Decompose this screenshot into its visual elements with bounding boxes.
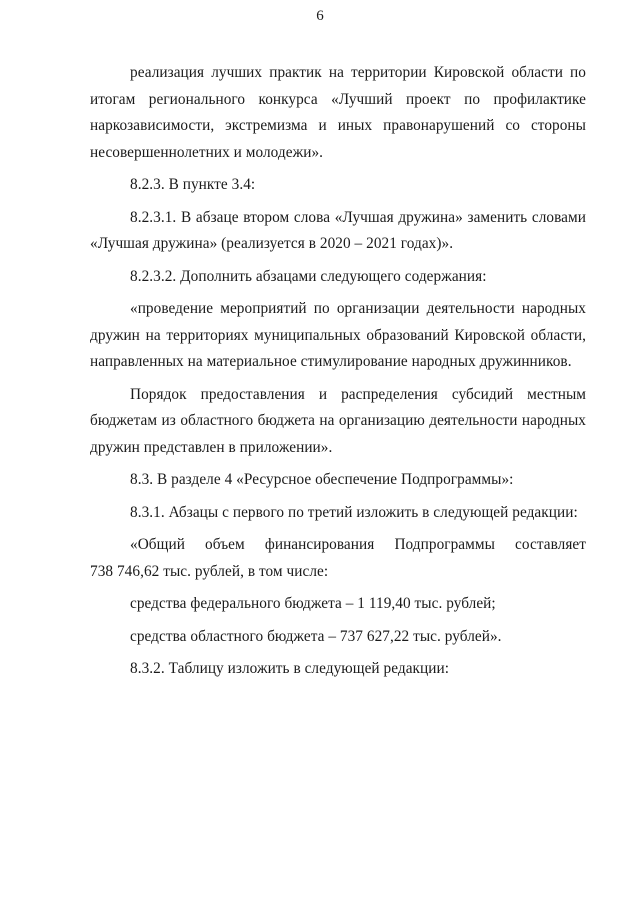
paragraph-regional-budget — [90, 624, 586, 651]
text-line: 738 746,62 тыс. рублей, в том числе: — [90, 562, 329, 580]
paragraph-druzhina-events — [90, 296, 586, 376]
text-line: 8.2.3. В пункте 3.4: — [130, 176, 256, 193]
text-line: реализация лучших практик на территории Кировской области по — [130, 64, 586, 81]
text-line: направленных на материальное стимулирование народных дружинников. — [90, 353, 572, 370]
paragraph-federal-budget — [90, 591, 586, 618]
text-line: несовершеннолетних и молодежи». — [90, 143, 324, 161]
text-line: «Общий объем финансирования Подпрограммы составляет — [130, 536, 586, 553]
paragraph-8-3-2 — [90, 656, 586, 683]
text-line: 8.3. В разделе 4 «Ресурсное обеспечение Подпрограммы»: — [130, 471, 514, 488]
paragraph-total-financing — [90, 532, 586, 585]
paragraph-8-3-1 — [90, 500, 586, 527]
paragraph-8-2-3-1 — [90, 205, 586, 258]
text-line: «проведение мероприятий по организации деятельности народных — [130, 300, 586, 317]
text-line: 8.3.2. Таблицу изложить в следующей редакции: — [130, 660, 450, 677]
text-line: 8.3.1. Абзацы с первого по третий изложить в следующей редакции: — [130, 503, 578, 521]
text-line: «Лучшая дружина» (реализуется в 2020 – 2021 годах)». — [90, 235, 454, 252]
text-line: средства областного бюджета – 737 627,22 тыс. рублей». — [130, 627, 502, 645]
page-number: 6 — [316, 8, 324, 24]
text-line: дружин представлен в приложении». — [90, 438, 333, 456]
text-line: средства федерального бюджета – 1 119,40 тыс. рублей; — [130, 595, 496, 612]
text-line: Порядок предоставления и распределения субсидий местным — [130, 385, 586, 403]
paragraph-best-practices — [90, 60, 586, 166]
text-line: 8.2.3.2. Дополнить абзацами следующего содержания: — [130, 267, 487, 285]
paragraph-8-3 — [90, 467, 586, 494]
text-line: наркозависимости, экстремизма и иных правонарушений со стороны — [90, 117, 586, 134]
text-line: дружин на территориях муниципальных образований Кировской области, — [90, 326, 586, 344]
paragraph-subsidy-order — [90, 382, 586, 462]
text-line: бюджетам из областного бюджета на организацию деятельности народных — [90, 412, 586, 429]
document-body — [90, 60, 586, 689]
text-line: 8.2.3.1. В абзаце втором слова «Лучшая дружина» заменить словами — [130, 208, 586, 226]
paragraph-8-2-3-2 — [90, 264, 586, 291]
paragraph-8-2-3 — [90, 172, 586, 199]
text-line: итогам регионального конкурса «Лучший проект по профилактике — [90, 90, 586, 108]
